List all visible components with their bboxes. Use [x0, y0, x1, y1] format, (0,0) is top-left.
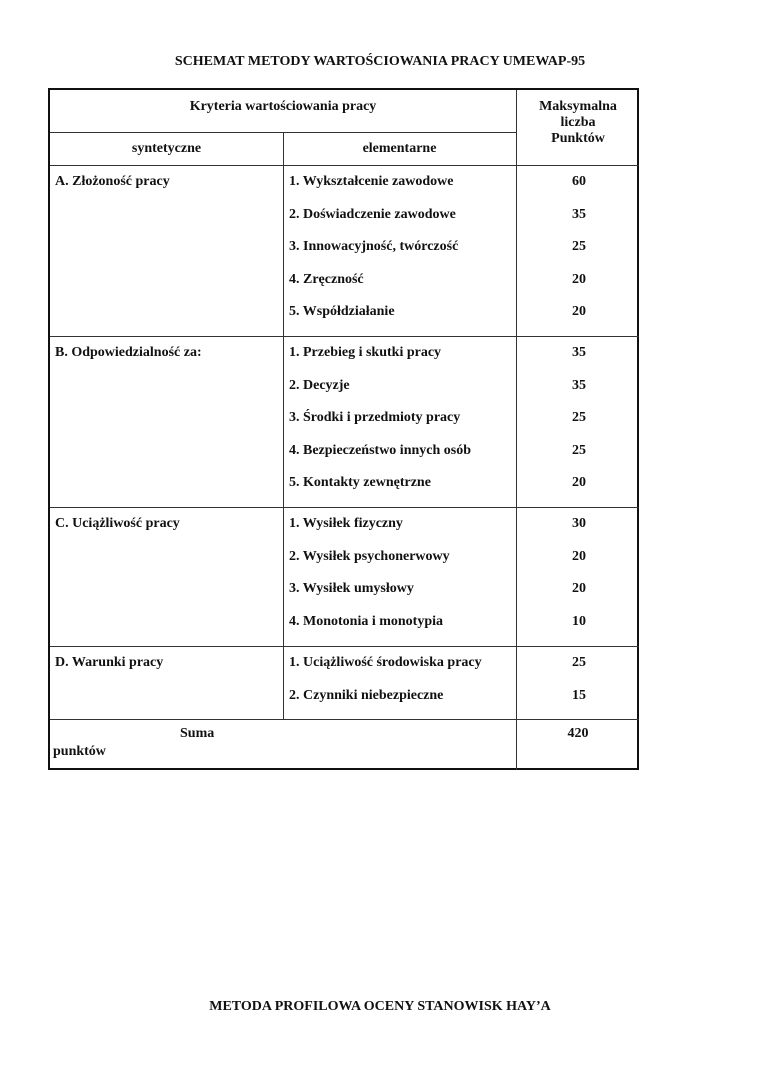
footer-heading: METODA PROFILOWA OCENY STANOWISK HAY’A [209, 999, 551, 1014]
max-points: 25 [572, 239, 586, 254]
max-points: 30 [572, 516, 586, 531]
header-max-line: Maksymalna [539, 99, 617, 114]
elementary-criterion: 3. Wysiłek umysłowy [289, 581, 414, 596]
elementary-criterion: 4. Monotonia i monotypia [289, 613, 444, 629]
sum-label: Suma [180, 726, 215, 741]
max-points: 35 [572, 345, 586, 360]
max-points: 20 [572, 581, 586, 596]
max-points: 15 [572, 687, 586, 703]
elementary-criterion: 2. Decyzje [289, 377, 350, 393]
max-points: 20 [572, 548, 586, 564]
elementary-criterion: 4. Zręczność [289, 271, 364, 287]
header-elementary: elementarne [362, 141, 437, 156]
max-points: 25 [572, 655, 586, 670]
row-divider [50, 719, 639, 720]
criteria-table [48, 88, 639, 770]
elementary-criterion: 3. Innowacyjność, twórczość [289, 239, 459, 254]
elementary-criterion: 1. Uciążliwość środowiska pracy [289, 655, 482, 670]
sum-value: 420 [567, 726, 589, 741]
row-divider [50, 132, 516, 133]
max-points: 10 [572, 613, 586, 629]
header-max-line: liczba [560, 115, 596, 130]
synthetic-criterion: A. Złożoność pracy [55, 174, 170, 189]
max-points: 25 [572, 442, 586, 458]
sum-label-2: punktów [53, 744, 106, 759]
elementary-criterion: 1. Wykształcenie zawodowe [289, 174, 454, 189]
header-criteria: Kryteria wartościowania pracy [189, 99, 377, 114]
max-points: 25 [572, 410, 586, 425]
max-points: 35 [572, 206, 586, 222]
max-points: 20 [572, 475, 586, 490]
header-synthetic: syntetyczne [131, 141, 202, 156]
elementary-criterion: 5. Współdziałanie [289, 304, 395, 319]
elementary-criterion: 4. Bezpieczeństwo innych osób [289, 442, 471, 458]
elementary-criterion: 3. Środki i przedmioty pracy [289, 410, 461, 425]
elementary-criterion: 2. Czynniki niebezpieczne [289, 687, 444, 703]
max-points: 20 [572, 304, 586, 319]
synthetic-criterion: C. Uciążliwość pracy [55, 516, 180, 531]
document-title: SCHEMAT METODY WARTOŚCIOWANIA PRACY UMEWAP-95 [174, 54, 586, 69]
synthetic-criterion: D. Warunki pracy [55, 655, 164, 670]
header-max-line: Punktów [551, 131, 605, 146]
max-points: 35 [572, 377, 586, 393]
synthetic-criterion: B. Odpowiedzialność za: [55, 345, 202, 360]
header-max-points [516, 99, 640, 147]
elementary-criterion: 1. Przebieg i skutki pracy [289, 345, 442, 360]
elementary-criterion: 1. Wysiłek fizyczny [289, 516, 403, 531]
max-points: 60 [572, 174, 586, 189]
column-divider [283, 132, 284, 720]
elementary-criterion: 5. Kontakty zewnętrzne [289, 475, 431, 490]
elementary-criterion: 2. Doświadczenie zawodowe [289, 206, 456, 222]
max-points: 20 [572, 271, 586, 287]
elementary-criterion: 2. Wysiłek psychonerwowy [289, 548, 450, 564]
